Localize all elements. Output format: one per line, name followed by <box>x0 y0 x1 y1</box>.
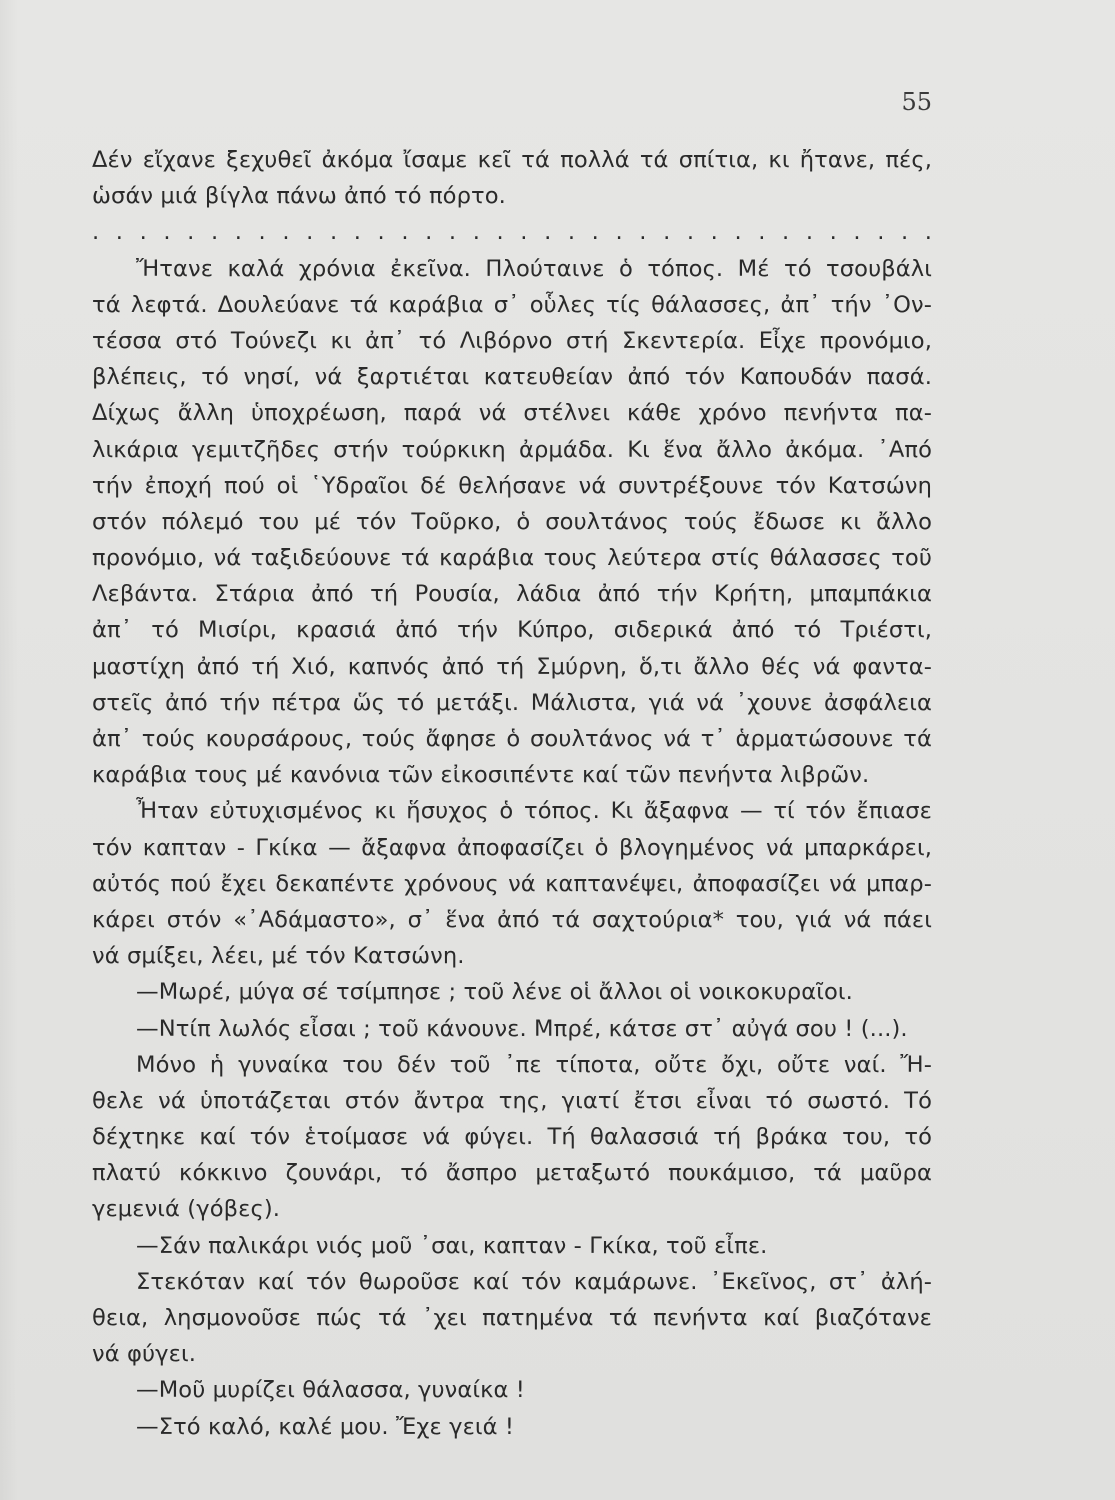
text-line: —Μωρέ, μύγα σέ τσίμπησε ; τοῦ λένε οἱ ἄλλοι οἱ νοικοκυραῖοι. <box>136 979 853 1006</box>
text-line: ὡσάν μιά βίγλα πάνω ἀπό τό πόρτο. <box>92 183 506 210</box>
text-line: μαστίχη ἀπό τή Χιό, καπνός ἀπό τή Σμύρνη, ὅ,τι ἄλλο θές νά φαντα- <box>92 653 932 680</box>
page-number: 55 <box>901 88 932 116</box>
text-line: Μόνο ἡ γυναίκα του δέν τοῦ ᾽πε τίποτα, οὔτε ὄχι, οὔτε ναί. Ἤ- <box>136 1051 932 1078</box>
body-text <box>92 142 932 1445</box>
text-line: —Σάν παλικάρι νιός μοῦ ᾽σαι, καπταν - Γκίκα, τοῦ εἶπε. <box>136 1232 768 1259</box>
text-line: Ἦταν εὐτυχισμένος κι ἥσυχος ὁ τόπος. Κι ἄξαφνα — τί τόν ἔπιασε <box>136 798 932 825</box>
text-line: νά φύγει. <box>92 1341 196 1368</box>
text-line: Δέν εἴχανε ξεχυθεῖ ἀκόμα ἴσαμε κεῖ τά πολλά τά σπίτια, κι ἤτανε, πές, <box>92 147 932 173</box>
text-line: —Ντίπ λωλός εἶσαι ; τοῦ κάνουνε. Μπρέ, κάτσε στ᾽ αὐγά σου ! (...). <box>136 1015 908 1042</box>
text-line: στόν πόλεμό του μέ τόν Τοῦρκο, ὁ σουλτάνος τούς ἔδωσε κι ἄλλο <box>92 508 932 535</box>
text-line: Δίχως ἄλλη ὑποχρέωση, παρά νά στέλνει κάθε χρόνο πενήντα πα- <box>92 400 932 427</box>
text-line: θελε νά ὑποτάζεται στόν ἄντρα της, γιατί ἔτσι εἶναι τό σωστό. Τό <box>92 1087 932 1114</box>
text-line: Ἤτανε καλά χρόνια ἐκεῖνα. Πλούταινε ὁ τόπος. Μέ τό τσουβάλι <box>136 255 932 282</box>
text-line: Λεβάντα. Στάρια ἀπό τή Ρουσία, λάδια ἀπό τήν Κρήτη, μπαμπάκια <box>92 581 932 608</box>
text-line: θεια, λησμονοῦσε πώς τά ᾽χει πατημένα τά πενήντα καί βιαζότανε <box>92 1305 932 1331</box>
text-line: τόν καπταν - Γκίκα — ἄξαφνα ἀποφασίζει ὁ βλογημένος νά μπαρκάρει, <box>92 834 932 861</box>
text-line: δέχτηκε καί τόν ἑτοίμασε νά φύγει. Τή θαλασσιά τή βράκα του, τό <box>92 1124 932 1151</box>
text-line: πλατύ κόκκινο ζουνάρι, τό ἄσπρο μεταξωτό πουκάμισο, τά μαῦρα <box>92 1160 932 1187</box>
text-line: —Στό καλό, καλέ μου. Ἔχε γειά ! <box>136 1413 515 1440</box>
text-line: ἀπ᾽ τό Μισίρι, κρασιά ἀπό τήν Κύπρο, σιδερικά ἀπό τό Τριέστι, <box>92 617 932 644</box>
ellipsis-line: . . . . . . . . . . . . . . . . . . . . . . . . . . . . . . . . . . . . <box>92 219 932 246</box>
text-line: νά σμίξει, λέει, μέ τόν Κατσώνη. <box>92 943 465 970</box>
text-line: τέσσα στό Τούνεζι κι ἀπ᾽ τό Λιβόρνο στή Σκεντερία. Εἶχε προνόμιο, <box>92 327 932 354</box>
text-line: κάρει στόν «᾽Αδάμαστο», σ᾽ ἕνα ἀπό τά σαχτούρια* του, γιά νά πάει <box>92 906 932 933</box>
text-line: λικάρια γεμιτζῆδες στήν τούρκικη ἀρμάδα. Κι ἕνα ἄλλο ἀκόμα. ᾽Από <box>92 436 932 463</box>
text-line: προνόμιο, νά ταξιδεύουνε τά καράβια τους λεύτερα στίς θάλασσες τοῦ <box>92 545 932 572</box>
text-line: ἀπ᾽ τούς κουρσάρους, τούς ἄφησε ὁ σουλτάνος νά τ᾽ ἁρματώσουνε τά <box>92 726 932 752</box>
text-line: καράβια τους μέ κανόνια τῶν εἰκοσιπέντε καί τῶν πενήντα λιβρῶν. <box>92 762 870 789</box>
text-line: βλέπεις, τό νησί, νά ξαρτιέται κατευθείαν ἀπό τόν Καπουδάν πασά. <box>92 364 932 391</box>
text-line: στεῖς ἀπό τήν πέτρα ὥς τό μετάξι. Μάλιστα, γιά νά ᾽χουνε ἀσφάλεια <box>92 689 932 716</box>
text-line: αὐτός πού ἔχει δεκαπέντε χρόνους νά καπτανέψει, ἀποφασίζει νά μπαρ- <box>92 870 932 897</box>
text-line: τά λεφτά. Δουλεύανε τά καράβια σ᾽ οὗλες τίς θάλασσες, ἀπ᾽ τήν ᾽Ον- <box>92 291 932 318</box>
text-line: —Μοῦ μυρίζει θάλασσα, γυναίκα ! <box>136 1377 525 1404</box>
text-line: Στεκόταν καί τόν θωροῦσε καί τόν καμάρωνε. ᾽Εκεῖνος, στ᾽ ἀλή- <box>136 1268 932 1295</box>
text-line: τήν ἐποχή πού οἱ ῾Υδραῖοι δέ θελήσανε νά συντρέξουνε τόν Κατσώνη <box>92 472 932 499</box>
text-line: γεμενιά (γόβες). <box>92 1196 281 1223</box>
